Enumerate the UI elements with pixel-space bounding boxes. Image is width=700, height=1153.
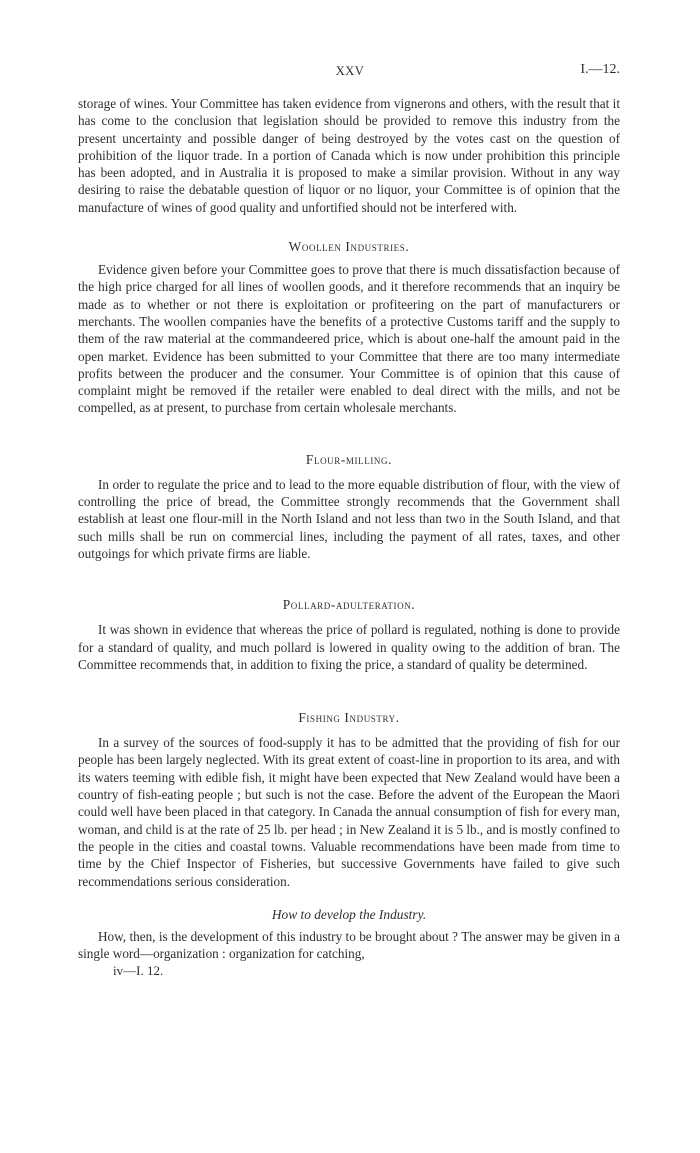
paragraph-develop: How, then, is the development of this industry to be brought about ? The answer may be given in a single word—organization : organization for catching, xyxy=(78,928,620,962)
paragraph-pollard: It was shown in evidence that whereas the price of pollard is regulated, nothing is done to provide for a standard of quality, and much pollard is lowered in quality owing to the addition of bran. The Committee recommends that, in addition to fixing the price, a standard of quality be determined. xyxy=(78,622,620,672)
paragraph-wines: storage of wines. Your Committee has taken evidence from vignerons and others, with the result that it has come to the conclusion that legislation should be provided to remove this industry from the present uncertainty and possible danger of being destroyed by the votes cast on the question of prohibition of the liquor trade. In a portion of Canada which is now under prohibition this principle has been adopted, and in Australia it is proposed to make a similar provision. Without in any way desiring to raise the debatable question of liquor or no liquor, your Committee is of opinion that the manufacture of wines of good quality and unfortified should not be interfered with. xyxy=(78,96,620,215)
heading-woollen-industries: Woollen Industries. xyxy=(288,239,410,255)
subheading-develop-industry: How to develop the Industry. xyxy=(271,906,427,922)
signature-mark: iv—I. 12. xyxy=(113,963,164,979)
paragraph-woollen: Evidence given before your Committee goes to prove that there is much dissatisfaction because of the high price charged for all lines of woollen goods, and it therefore recommends that an inquiry be made as to whether or not there is exploitation or profiteering on the part of manufacturers or merchants. The woollen companies have the benefits of a protective Customs tariff and the supply to them of the raw material at the commandeered price, which is about one-half the amount paid in the open market. Evidence has been submitted to your Committee that there are too many intermediate profits between the producer and the consumer. Your Committee is of opinion that this cause of complaint might be removed if the retailer were enabled to deal direct with the mills, and not be compelled, as at present, to purchase from certain wholesale merchants. xyxy=(78,262,620,416)
document-body xyxy=(78,95,620,979)
heading-fishing-industry: Fishing Industry. xyxy=(298,710,400,726)
paragraph-fishing: In a survey of the sources of food-supply it has to be admitted that the providing of fish for our people has been largely neglected. With its great extent of coast-line in proportion to its area, and with its waters teeming with edible fish, it might have been expected that New Zealand would have been a country of fish-eating people ; but such is not the case. Before the advent of the European the Maori could well have been placed in that category. In Canada the annual consumption of fish for every man, woman, and child is at the rate of 25 lb. per head ; in New Zealand it is 5 lb., and is mostly confined to the people in the cities and coastal towns. Valuable recommendations have been made from time to time by the Chief Inspector of Fisheries, but successive Governments have failed to give such recommendations serious consideration. xyxy=(78,735,620,889)
page-number-roman: XXV xyxy=(335,64,365,78)
document-reference: I.—12. xyxy=(580,62,620,77)
heading-flour-milling: Flour-milling. xyxy=(305,451,393,467)
heading-pollard-adulteration: Pollard-adulteration. xyxy=(282,597,416,613)
paragraph-flour: In order to regulate the price and to lead to the more equable distribution of flour, with the view of controlling the price of bread, the Committee strongly recommends that the Government shall establish at least one flour-mill in the North Island and not less than two in the South Island, and that such mills shall be run on commercial lines, including the payment of all rates, taxes, and other outgoings for which private firms are liable. xyxy=(78,476,620,561)
